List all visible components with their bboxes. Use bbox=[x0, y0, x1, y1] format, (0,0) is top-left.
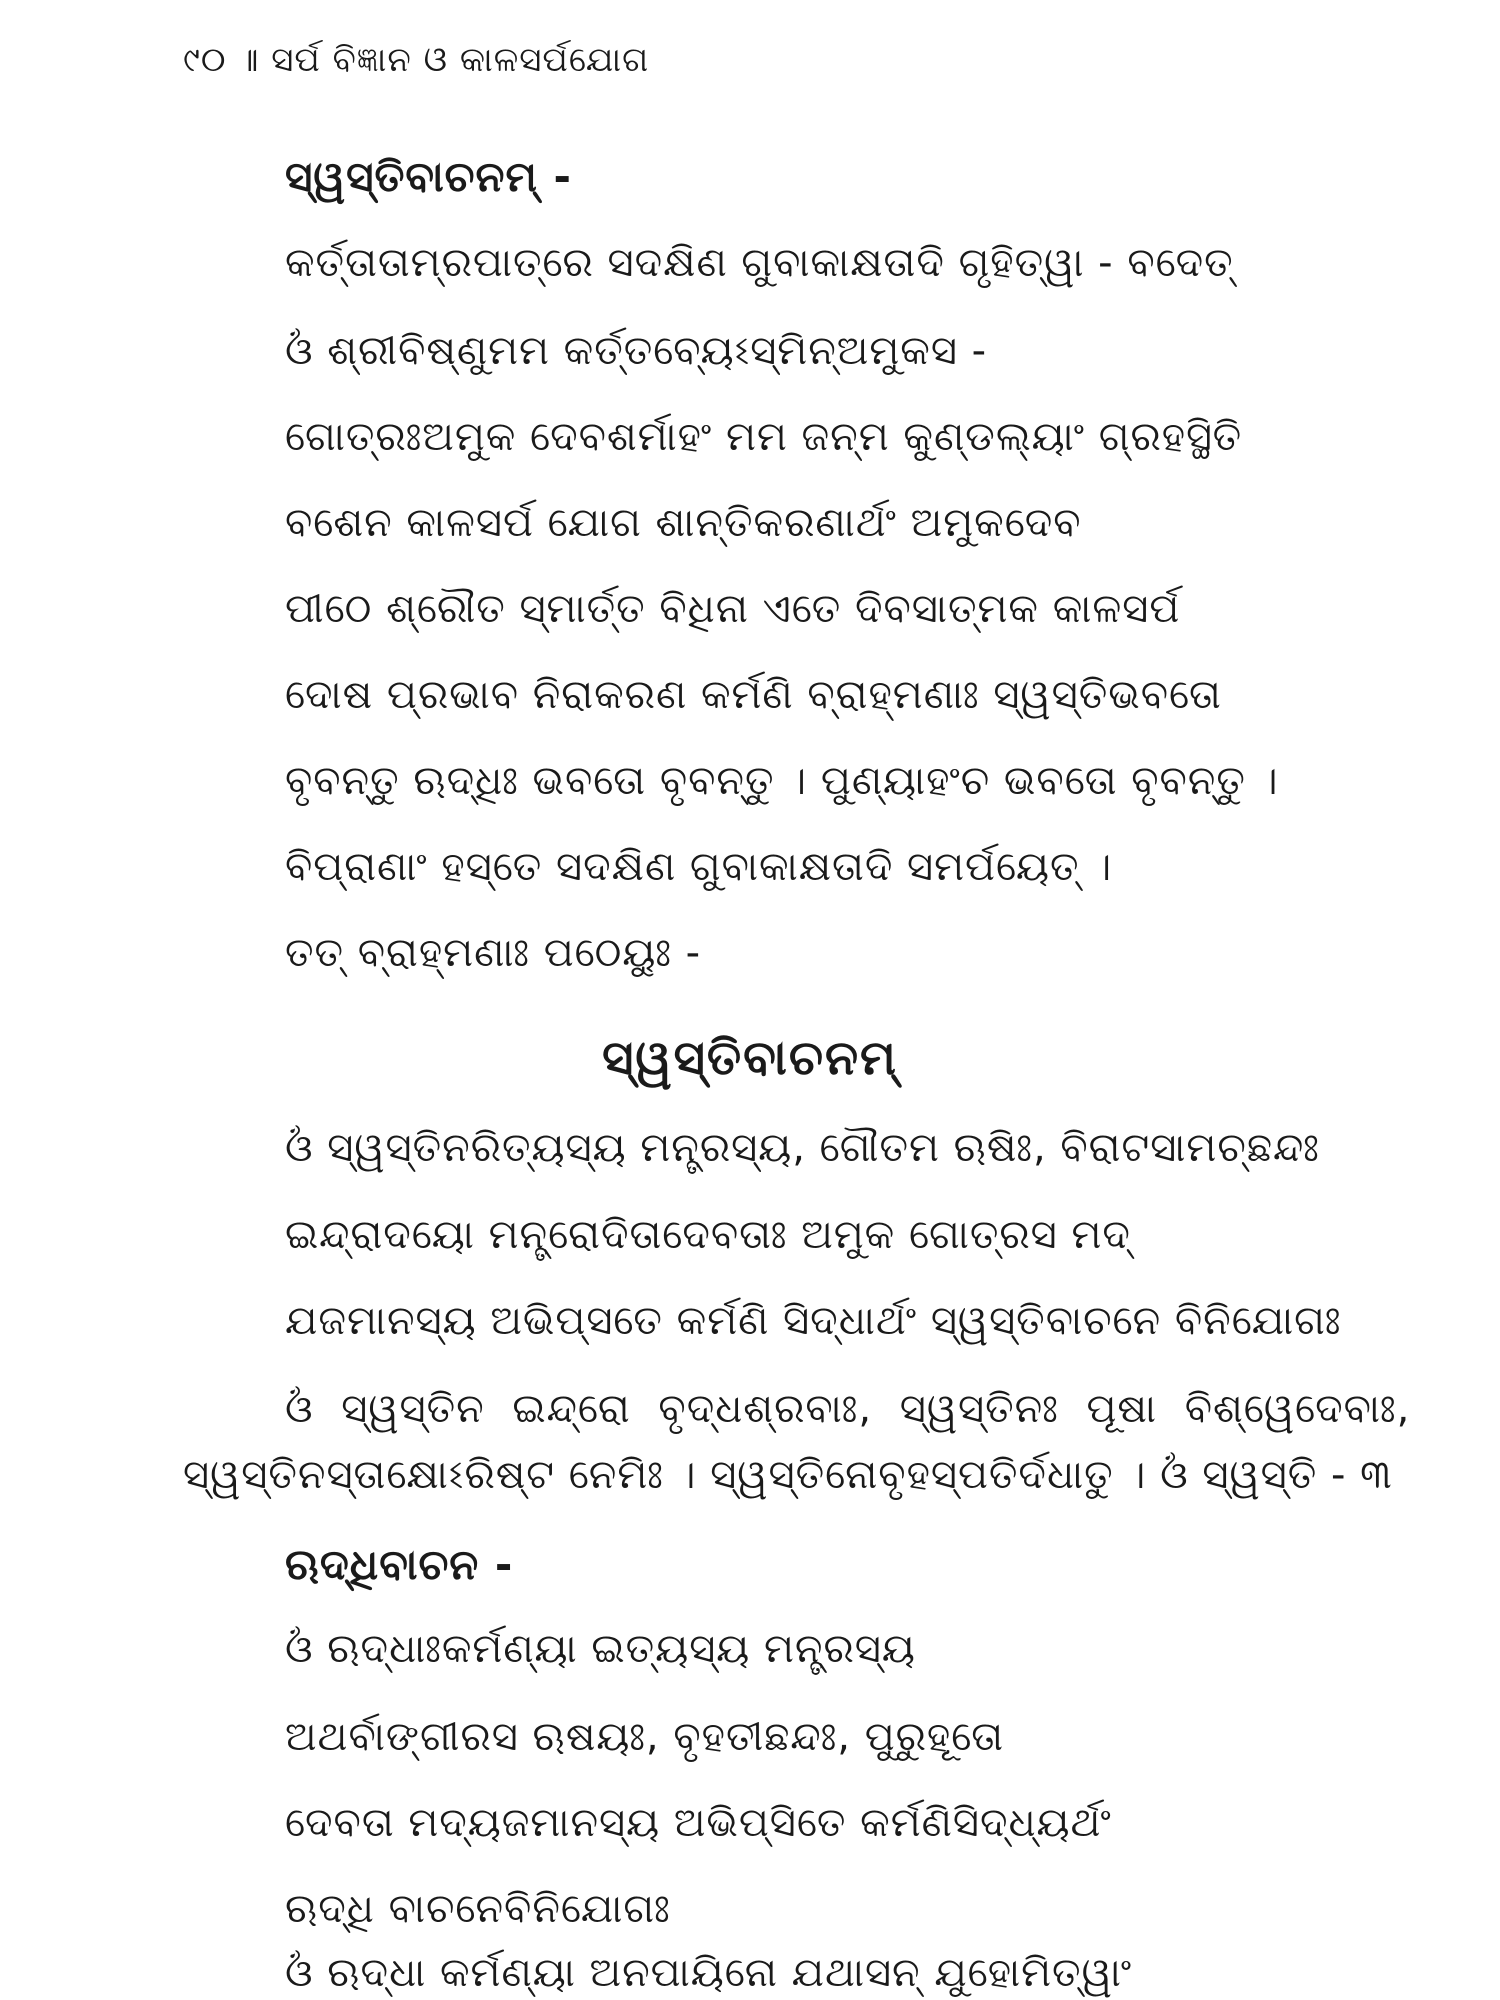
section-title-swastivachanam: ସ୍ୱସ୍ତିବାଚନମ୍ bbox=[602, 1030, 898, 1086]
verse-line: ସ୍ୱସ୍ତିନସ୍ତାକ୍ଷୋଽରିଷ୍ଟ ନେମିଃ । ସ୍ୱସ୍ତିନୋବୃହସ୍ପତିର୍ଦଧାତୁ । ଓଁ ସ୍ୱସ୍ତି - ୩ bbox=[183, 1452, 1393, 1498]
text-line: ଓଁ ଋଦ୍ଧା କର୍ମଣ୍ୟା ଅନପାୟିନୋ ଯଥାସନ୍ ଯୁହୋମିତ୍ୱାଂ bbox=[285, 1950, 1133, 1996]
text-line: ଋଦ୍ଧି ବାଚନେବିନିଯୋଗଃ bbox=[285, 1886, 671, 1932]
text-line: ଓଁ ଋଦ୍ଧାଃକର୍ମଣ୍ୟା ଇତ୍ୟସ୍ୟ ମନ୍ତ୍ରସ୍ୟ bbox=[285, 1626, 916, 1672]
text-line: ଓଁ ସ୍ୱସ୍ତିନରିତ୍ୟସ୍ୟ ମନ୍ତ୍ରସ୍ୟ, ଗୌତମ ଋଷିଃ, ବିରାଟସାମଚ୍ଛନ୍ଦଃ bbox=[285, 1125, 1320, 1171]
text-line: ବିପ୍ରାଣାଂ ହସ୍ତେ ସଦକ୍ଷିଣ ଗୁବାକାକ୍ଷତାଦି ସମର୍ପୟେତ୍ । bbox=[285, 844, 1113, 890]
text-line: ଓଁ ଶ୍ରୀବିଷ୍ଣୁମମ କର୍ତ୍ତବ୍ୟେଽସ୍ମିନ୍‌ଅମୁକସ - bbox=[285, 328, 988, 374]
text-line: ବୃବନ୍ତୁ ଋଦ୍ଧିଃ ଭବତୋ ବୃବନ୍ତୁ । ପୁଣ୍ୟାହଂଚ ଭବତୋ ବୃବନ୍ତୁ । bbox=[285, 758, 1279, 804]
text-line: ଇନ୍ଦ୍ରାଦୟୋ ମନ୍ତ୍ରୋଦିତାଦେବତାଃ ଅମୁକ ଗୋତ୍ରସ ମଦ୍ bbox=[285, 1212, 1131, 1258]
text-line: ଗୋତ୍ରଃଅମୁକ ଦେବଶର୍ମାହଂ ମମ ଜନ୍ମ କୁଣ୍ଡଲ୍ୟାଂ ଗ୍ରହସ୍ଥିତି bbox=[285, 414, 1243, 460]
section-heading-riddhivachana: ଋଦ୍ଧିବାଚନ - bbox=[285, 1540, 514, 1589]
running-header: ୯୦ ॥ ସର୍ପ ବିଜ୍ଞାନ ଓ କାଳସର୍ପଯୋଗ bbox=[183, 40, 650, 80]
text-line: ଅଥର୍ବାଙ୍ଗୀରସ ଋଷୟଃ, ବୃହତୀଛନ୍ଦଃ, ପୁରୁହୂତୋ bbox=[285, 1714, 1005, 1760]
verse-line: ଓଁ ସ୍ୱସ୍ତିନ ଇନ୍ଦ୍ରୋ ବୃଦ୍ଧଶ୍ରବାଃ, ସ୍ୱସ୍ତିନଃ ପୂଷା ବିଶ୍ୱେଦେବାଃ, bbox=[285, 1386, 1411, 1432]
text-line: କର୍ତ୍ତାତାମ୍ରପାତ୍ରେ ସଦକ୍ଷିଣ ଗୁବାକାକ୍ଷତାଦି ଗୃହିତ୍ୱା - ବଦେତ୍ bbox=[285, 240, 1234, 286]
text-line: ଦେବତା ମଦ୍ୟଜମାନସ୍ୟ ଅଭିପ୍ସିତେ କର୍ମଣିସିଦ୍ଧ୍ୟର୍ଥଂ bbox=[285, 1800, 1112, 1846]
text-line: ତତ୍ ବ୍ରାହ୍ମଣାଃ ପଠେୟୁଃ - bbox=[285, 930, 702, 976]
text-line: ଯଜମାନସ୍ୟ ଅଭିପ୍ସତେ କର୍ମଣି ସିଦ୍ଧାର୍ଥଂ ସ୍ୱସ୍ତିବାଚନେ ବିନିଯୋଗଃ bbox=[285, 1298, 1342, 1344]
section-heading-swastivachanam: ସ୍ୱସ୍ତିବାଚନମ୍ - bbox=[285, 152, 572, 201]
text-line: ଦୋଷ ପ୍ରଭାବ ନିରାକରଣ କର୍ମଣି ବ୍ରାହ୍ମଣାଃ ସ୍ୱସ୍ତିଭବତୋ bbox=[285, 672, 1222, 718]
text-line: ପୀଠେ ଶ୍ରୌତ ସ୍ମାର୍ତ୍ତ ବିଧିନା ଏତେ ଦିବସାତ୍ମକ କାଳସର୍ପ bbox=[285, 586, 1181, 632]
text-line: ବଶେନ କାଳସର୍ପ ଯୋଗ ଶାନ୍ତିକରଣାର୍ଥଂ ଅମୁକଦେବ bbox=[285, 500, 1082, 546]
